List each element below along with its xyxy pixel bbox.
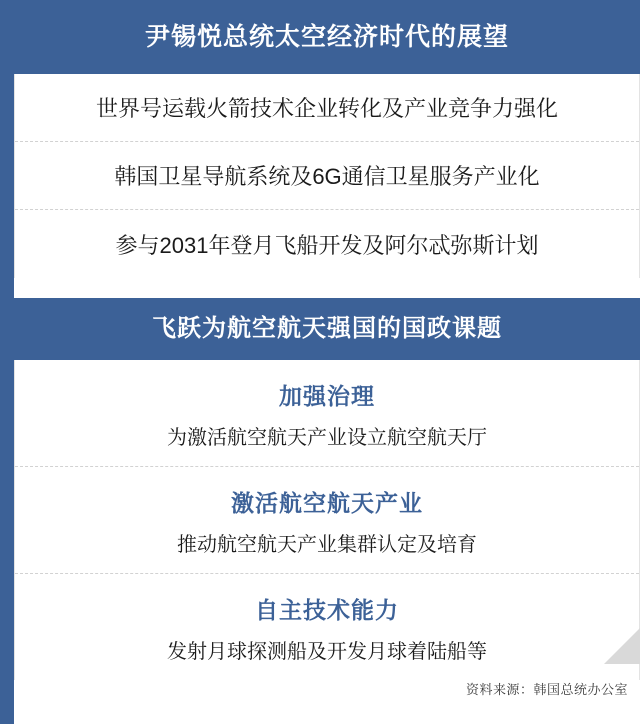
- page-fold-decoration: [604, 628, 640, 664]
- section1-list: [14, 74, 640, 278]
- list-item-desc: 发射月球探测船及开发月球着陆船等: [167, 641, 487, 663]
- list-item: [15, 360, 639, 467]
- content-area: [14, 0, 640, 724]
- list-item-desc: 推动航空航天产业集群认定及培育: [177, 534, 477, 556]
- section2-header: 飞跃为航空航天强国的国政课题: [14, 298, 640, 360]
- list-item: 世界号运载火箭技术企业转化及产业竞争力强化: [15, 74, 639, 142]
- list-item-title: 加强治理: [279, 383, 375, 409]
- section2-list: [14, 360, 640, 680]
- source-note: 资料来源：韩国总统办公室: [465, 682, 628, 697]
- section-gap: [14, 278, 640, 298]
- footer-area: [14, 646, 640, 724]
- list-item: 韩国卫星导航系统及6G通信卫星服务产业化: [15, 142, 639, 210]
- list-item-title: 自主技术能力: [255, 597, 399, 623]
- list-item: 参与2031年登月飞船开发及阿尔忒弥斯计划: [115, 232, 539, 258]
- list-item-title: 激活航空航天产业: [231, 490, 423, 516]
- list-item: [15, 467, 639, 574]
- section1-header: 尹锡悦总统太空经济时代的展望: [14, 0, 640, 74]
- list-item-desc: 为激活航空航天产业设立航空航天厅: [167, 427, 487, 449]
- left-accent-bar: [0, 0, 14, 724]
